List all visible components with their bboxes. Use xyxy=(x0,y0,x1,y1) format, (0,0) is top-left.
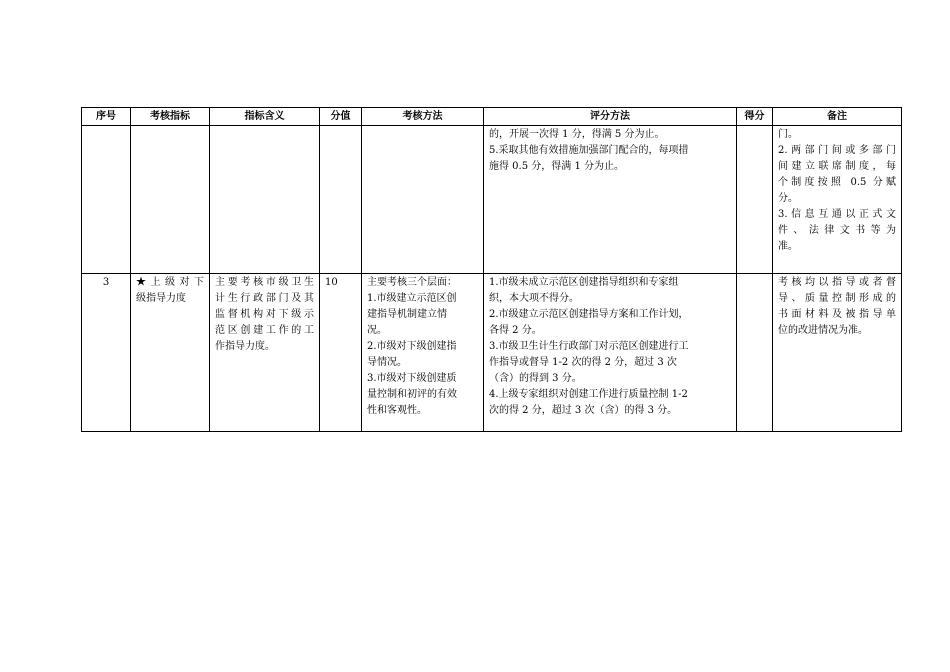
text-line: 5.采取其他有效措施加强部门配合的，每项措 xyxy=(489,145,689,156)
cell-remarks xyxy=(773,126,902,274)
text-line: 主要考核市级卫生 xyxy=(215,277,314,288)
cell-meaning xyxy=(210,126,320,274)
text-line: 4.上级专家组织对创建工作进行质量控制 1-2 xyxy=(489,389,688,400)
text-line: 作指导力度。 xyxy=(215,341,275,352)
text-line: 级指导力度 xyxy=(136,293,186,304)
cell-index xyxy=(82,126,131,274)
text-line: 3.信息互通以正式文 xyxy=(778,209,896,220)
header-remarks: 备注 xyxy=(773,108,902,126)
text-line: 监督机构对下级示 xyxy=(215,309,314,320)
text-line: 个制度按照 0.5 分赋 xyxy=(778,177,896,188)
text-line: 3.市级卫生计生行政部门对示范区创建进行工 xyxy=(489,341,689,352)
cell-index: 3 xyxy=(82,274,131,432)
text-line: 位的改进情况为准。 xyxy=(778,325,868,336)
header-index: 序号 xyxy=(82,108,131,126)
text-line: 准。 xyxy=(778,241,798,252)
text-line: 门。 xyxy=(778,129,798,140)
cell-obtained xyxy=(737,274,773,432)
text-line: 3.市级对下级创建质 xyxy=(367,373,457,384)
text-line: 1.市级建立示范区创 xyxy=(367,293,457,304)
text-line: 况。 xyxy=(367,325,387,336)
text-line: 量控制和初评的有效 xyxy=(367,389,457,400)
text-line: 2.两部门间或多部门 xyxy=(778,145,896,156)
text-line: 建指导机制建立情 xyxy=(367,309,447,320)
text-line: 件、法律文书等为 xyxy=(778,225,896,236)
header-scoring: 评分方法 xyxy=(484,108,737,126)
text-line: 考核均以指导或者督 xyxy=(778,277,896,288)
text-line: 织，本大项不得分。 xyxy=(489,293,579,304)
text-line: 导情况。 xyxy=(367,357,407,368)
cell-score xyxy=(320,126,362,274)
cell-scoring xyxy=(484,274,737,432)
header-indicator: 考核指标 xyxy=(131,108,210,126)
cell-obtained xyxy=(737,126,773,274)
text-line: 主要考核三个层面： xyxy=(367,277,457,288)
table-row-3 xyxy=(82,274,902,432)
text-line: 1.市级未成立示范区创建指导组织和专家组 xyxy=(489,277,679,288)
text-line: 性和客观性。 xyxy=(367,405,427,416)
cell-meaning xyxy=(210,274,320,432)
text-line: 间建立联席制度，每 xyxy=(778,161,896,172)
cell-method xyxy=(362,274,484,432)
text-line: 书面材料及被指导单 xyxy=(778,309,896,320)
cell-indicator xyxy=(131,126,210,274)
text-line: 导、质量控制形成的 xyxy=(778,293,896,304)
table-row-continued xyxy=(82,126,902,274)
text-line: 各得 2 分。 xyxy=(489,325,542,336)
text-line: 作指导或督导 1-2 次的得 2 分，超过 3 次 xyxy=(489,357,677,368)
text-line: 范区创建工作的工 xyxy=(215,325,314,336)
text-line: 施得 0.5 分，得满 1 分为止。 xyxy=(489,161,624,172)
text-line: 的，开展一次得 1 分，得满 5 分为止。 xyxy=(489,129,665,140)
text-line: 计生行政部门及其 xyxy=(215,293,314,304)
cell-score: 10 xyxy=(320,274,362,432)
header-obtained: 得分 xyxy=(737,108,773,126)
cell-scoring xyxy=(484,126,737,274)
text-line: 2.市级建立示范区创建指导方案和工作计划， xyxy=(489,309,689,320)
header-method: 考核方法 xyxy=(362,108,484,126)
assessment-table xyxy=(81,107,902,432)
text-line: 次的得 2 分，超过 3 次（含）的得 3 分。 xyxy=(489,405,678,416)
header-row xyxy=(82,108,902,126)
header-score: 分值 xyxy=(320,108,362,126)
text-line: 2.市级对下级创建指 xyxy=(367,341,457,352)
text-line: 分。 xyxy=(778,193,798,204)
text-line: ★上级对下 xyxy=(136,277,204,288)
text-line: （含）的得到 3 分。 xyxy=(489,373,582,384)
cell-remarks xyxy=(773,274,902,432)
header-meaning: 指标含义 xyxy=(210,108,320,126)
cell-method xyxy=(362,126,484,274)
cell-indicator xyxy=(131,274,210,432)
